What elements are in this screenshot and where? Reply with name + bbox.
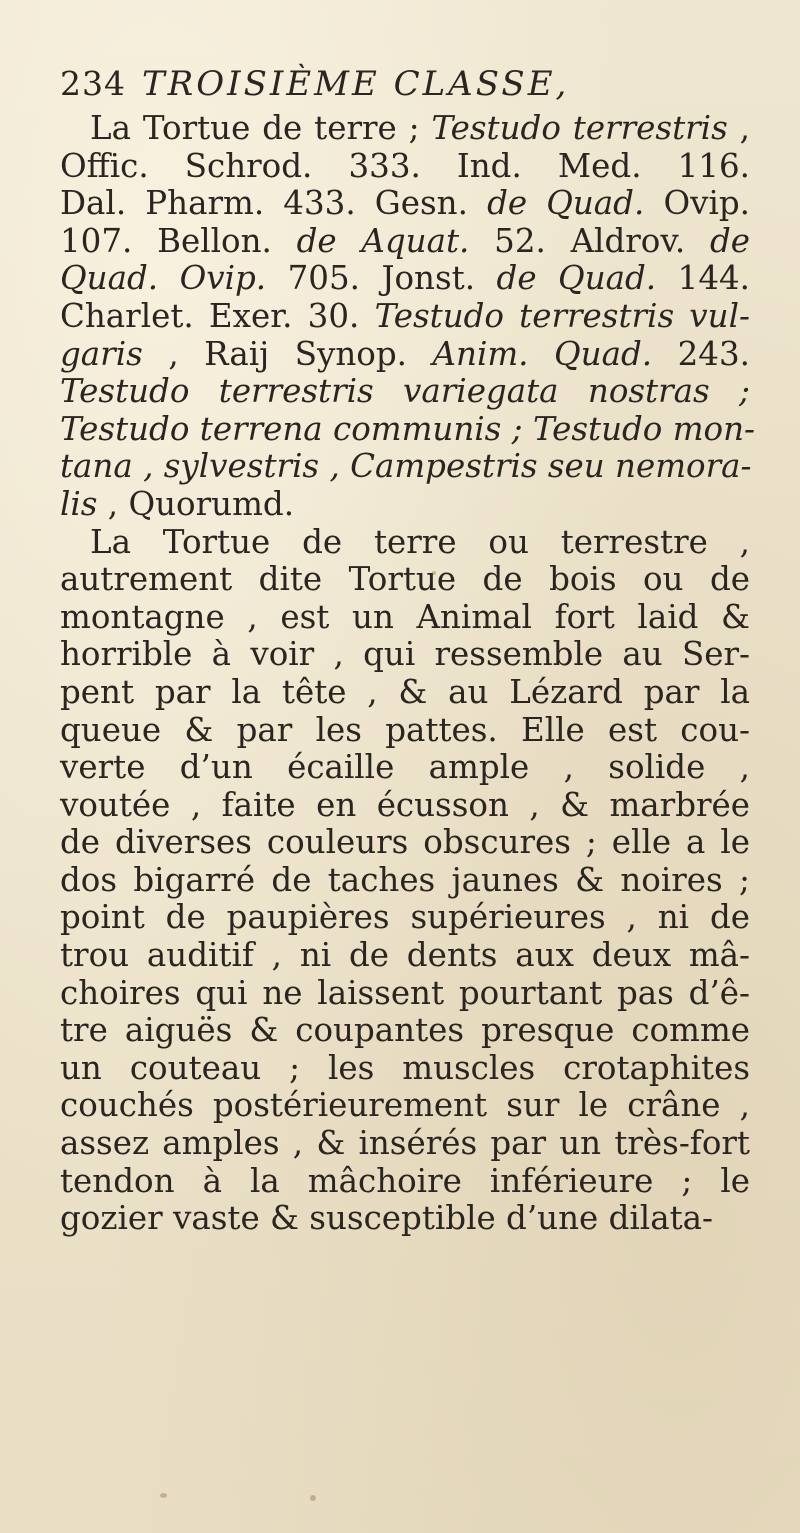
- text-run: tendon à la mâchoire inférieure ; le: [60, 1161, 750, 1200]
- text-line: [60, 185, 750, 223]
- text-line: [60, 561, 750, 599]
- text-line: [60, 1012, 750, 1050]
- text-run: gozier vaste & susceptible d’une dilata-: [60, 1199, 713, 1238]
- text-run: de diverses couleurs obscures ; elle a le: [60, 823, 750, 862]
- text-line: [60, 486, 750, 524]
- text-run: couchés postérieurement sur le crâne ,: [60, 1086, 750, 1125]
- italic-text: de Aquat.: [296, 221, 470, 260]
- paper-stain: [160, 1493, 167, 1498]
- text-line: [60, 1163, 750, 1201]
- text-line: [60, 260, 750, 298]
- text-run: voutée , faite en écusson , & marbrée: [60, 785, 750, 824]
- text-line: [60, 336, 750, 374]
- running-head: [60, 62, 750, 110]
- book-page: [60, 62, 756, 1238]
- text-run: point de paupières supérieures , ni de: [60, 898, 750, 937]
- text-run: , Quorumd.: [97, 484, 295, 523]
- text-line: [60, 373, 750, 411]
- text-run: ,: [727, 109, 750, 147]
- text-line: [60, 448, 750, 486]
- page-number: 234: [60, 64, 126, 103]
- italic-text: tana , sylvestris , Campestris seu nemora-: [60, 447, 752, 486]
- text-run: Ovip.: [644, 184, 750, 223]
- text-run: horrible à voir , qui ressemble au Ser-: [60, 635, 750, 674]
- text-line: [60, 824, 750, 862]
- text-line: [60, 1125, 750, 1163]
- text-line: [60, 674, 750, 712]
- text-run: 144.: [656, 259, 751, 298]
- text-line: [60, 1200, 750, 1238]
- italic-text: Testudo terrestris vul-: [374, 296, 750, 335]
- italic-text: de Quad.: [487, 184, 645, 223]
- paper-stain: [310, 1495, 316, 1501]
- text-run: 52. Aldrov.: [469, 221, 710, 260]
- italic-text: Anim. Quad.: [432, 334, 653, 373]
- text-run: trou auditif , ni de dents aux deux mâ-: [60, 936, 750, 975]
- text-run: autrement dite Tortue de bois ou de: [60, 560, 750, 599]
- text-run: 243.: [652, 334, 750, 373]
- text-line: [60, 1087, 750, 1125]
- text-line: [60, 409, 756, 449]
- text-run: queue & par les pattes. Elle est cou-: [60, 710, 750, 749]
- italic-text: garis: [60, 334, 143, 373]
- text-run: 107. Bellon.: [60, 221, 297, 260]
- text-run: tre aiguës & coupantes presque comme: [60, 1011, 750, 1050]
- text-run: Dal. Pharm. 433. Gesn.: [60, 184, 488, 223]
- italic-text: Testudo terrestris variegata nostras ;: [60, 372, 750, 411]
- italic-text: Testudo terrestris: [431, 109, 728, 147]
- text-run: montagne , est un Animal fort laid &: [60, 597, 750, 636]
- text-line: [60, 148, 750, 186]
- text-run: 705. Jonst.: [266, 259, 497, 298]
- text-run: , Raij Synop.: [142, 334, 433, 373]
- paper-stain: [432, 571, 436, 575]
- text-run: La Tortue de terre ou terrestre ,: [90, 522, 750, 561]
- text-run: pent par la tête , & au Lézard par la: [60, 672, 750, 711]
- text-run: Offic. Schrod. 333. Ind. Med. 116.: [60, 146, 750, 185]
- text-line: [60, 975, 750, 1013]
- section-title: TROISIÈME CLASSE,: [142, 64, 570, 104]
- text-run: La Tortue de terre ;: [90, 109, 432, 147]
- italic-text: Testudo terrena communis ; Testudo mon-: [60, 409, 756, 448]
- text-line: [60, 712, 750, 750]
- text-line: [60, 599, 750, 637]
- text-run: assez amples , & insérés par un très-fort: [60, 1124, 750, 1163]
- text-run: dos bigarré de taches jaunes & noires ;: [60, 860, 750, 899]
- body-text: [60, 109, 756, 1238]
- text-run: verte d’un écaille ample , solide ,: [60, 748, 750, 787]
- text-line: [60, 787, 750, 825]
- text-line: [60, 899, 750, 937]
- text-line: [60, 862, 750, 900]
- text-line: [60, 223, 750, 261]
- text-line: [60, 636, 750, 674]
- italic-text: Quad. Ovip.: [60, 259, 267, 298]
- italic-text: de Quad.: [496, 259, 657, 298]
- text-run: Charlet. Exer. 30.: [60, 296, 375, 335]
- text-run: choires qui ne laissent pourtant pas d’ê-: [60, 973, 750, 1012]
- italic-text: lis: [60, 484, 98, 523]
- text-line: [60, 298, 750, 336]
- text-line: [60, 110, 750, 148]
- text-line: [60, 937, 750, 975]
- text-run: un couteau ; les muscles crotaphites: [60, 1048, 750, 1087]
- text-line: [60, 1050, 750, 1088]
- italic-text: de: [709, 221, 750, 260]
- text-line: [60, 524, 750, 562]
- text-line: [60, 749, 750, 787]
